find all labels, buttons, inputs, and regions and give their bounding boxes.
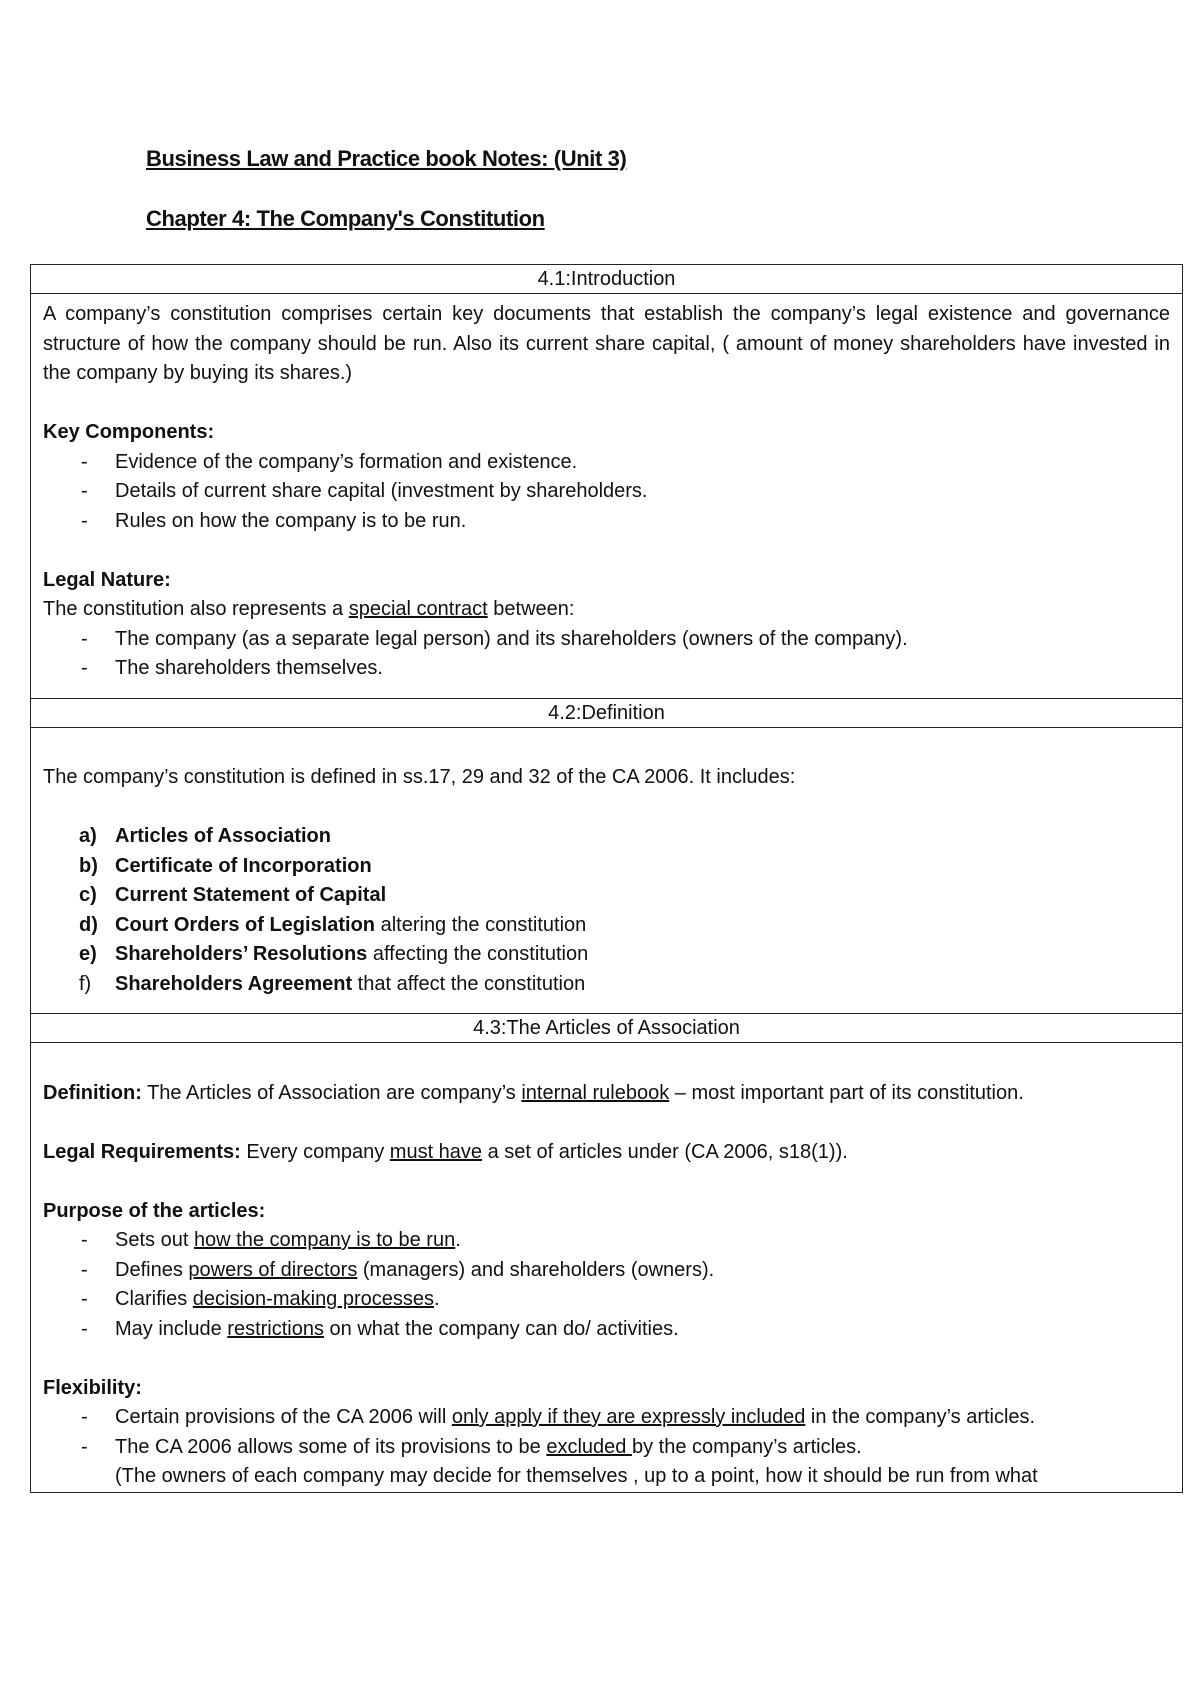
- list-item: - Sets out how the company is to be run.: [81, 1229, 461, 1251]
- document-title: Business Law and Practice book Notes: (Unit 3): [146, 146, 627, 171]
- legal-nature-list: [43, 625, 1170, 684]
- chapter-title: Chapter 4: The Company's Constitution: [146, 206, 545, 231]
- legal-nature-text: The constitution also represents a special contract between:: [43, 598, 575, 620]
- definition-paragraph: The company’s constitution is defined in ss.17, 29 and 32 of the CA 2006. It includes:: [43, 766, 796, 788]
- key-components-list: [43, 448, 1170, 537]
- list-item: - The shareholders themselves.: [81, 657, 383, 679]
- constitution-documents-list: [43, 822, 1170, 999]
- intro-paragraph: A company’s constitution comprises certain key documents that establish the company’s legal existence and governance structure of how the company should be run. Also its current share capital, ( amount of money shareholders have invested in the company by buying its shares.): [43, 303, 1170, 384]
- section-heading-articles: 4.3:The Articles of Association: [31, 1014, 1183, 1043]
- list-item: a) Articles of Association: [79, 825, 331, 847]
- section-heading-introduction: 4.1:Introduction: [31, 265, 1183, 294]
- list-item: f) Shareholders Agreement that affect the constitution: [79, 972, 586, 995]
- purpose-heading: Purpose of the articles:: [43, 1199, 266, 1222]
- flexibility-continuation: (The owners of each company may decide for themselves , up to a point, how it should be run from what: [115, 1465, 1038, 1487]
- section-body-introduction: [31, 294, 1183, 699]
- purpose-list: [43, 1226, 1170, 1344]
- list-item: e) Shareholders’ Resolutions affecting the constitution: [79, 943, 589, 965]
- list-item: - Evidence of the company’s formation and existence.: [81, 450, 578, 473]
- list-item: b) Certificate of Incorporation: [79, 854, 372, 877]
- list-item: - Certain provisions of the CA 2006 will only apply if they are expressly included in the company’s articles.: [81, 1406, 1036, 1428]
- list-item: - May include restrictions on what the company can do/ activities.: [81, 1317, 679, 1340]
- list-item: - Details of current share capital (investment by shareholders.: [81, 480, 648, 502]
- list-item: - Clarifies decision-making processes.: [81, 1288, 440, 1310]
- flexibility-list: [43, 1403, 1170, 1462]
- legal-nature-heading: Legal Nature:: [43, 568, 171, 591]
- flexibility-heading: Flexibility:: [43, 1376, 142, 1399]
- notes-table: [30, 264, 1183, 1493]
- list-item: - Defines powers of directors (managers) and shareholders (owners).: [81, 1258, 715, 1281]
- list-item: - Rules on how the company is to be run.: [81, 509, 467, 532]
- list-item: - The CA 2006 allows some of its provisions to be excluded by the company’s articles.: [81, 1435, 862, 1458]
- list-item: d) Court Orders of Legislation altering the constitution: [79, 913, 587, 936]
- articles-legal-requirements: Legal Requirements: Every company must have a set of articles under (CA 2006, s18(1)).: [43, 1140, 848, 1163]
- section-body-articles: [31, 1043, 1183, 1493]
- key-components-heading: Key Components:: [43, 421, 215, 443]
- section-body-definition: [31, 727, 1183, 1014]
- list-item: - The company (as a separate legal person) and its shareholders (owners of the company).: [81, 627, 908, 650]
- list-item: c) Current Statement of Capital: [79, 884, 387, 906]
- articles-definition: Definition: The Articles of Association are company’s internal rulebook – most important part of its constitution.: [43, 1081, 1024, 1104]
- section-heading-definition: 4.2:Definition: [31, 698, 1183, 727]
